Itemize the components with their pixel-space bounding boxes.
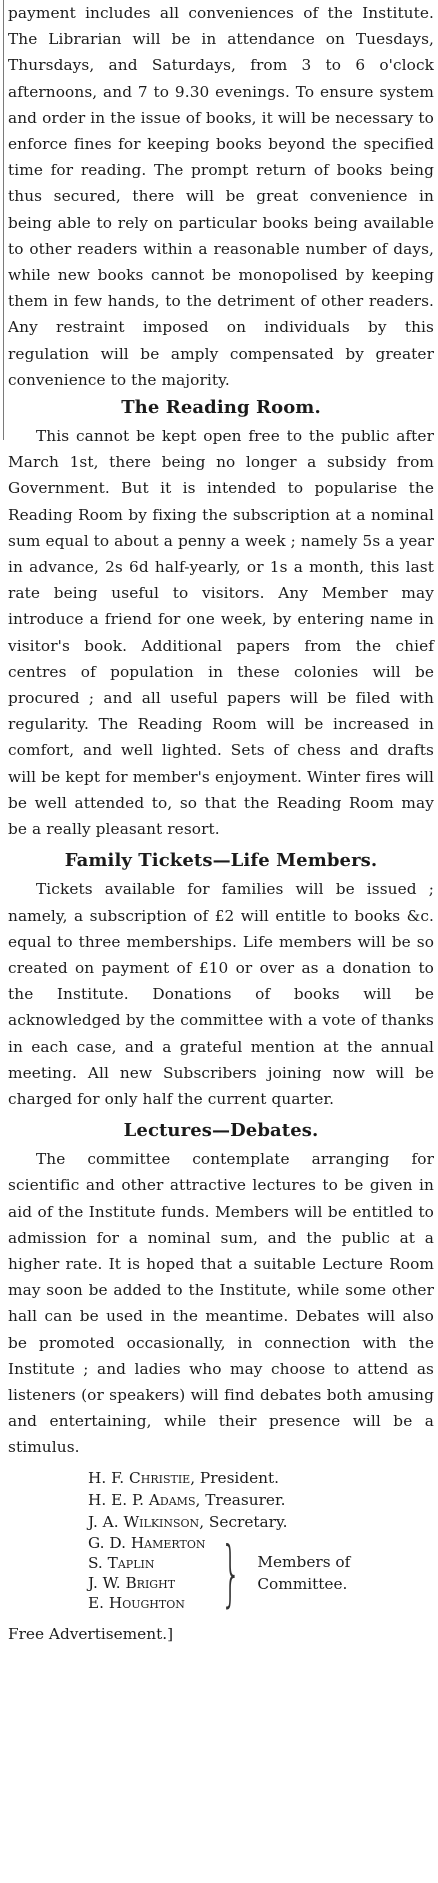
signature-treasurer [8, 1489, 434, 1511]
heading-family-tickets: Family Tickets—Life Members. [64, 850, 378, 872]
committee-member: S. Taplin [88, 1553, 155, 1572]
committee-group [8, 1530, 434, 1615]
lectures-paragraph: The committee contemplate arranging for scientific and other attractive lectures to be given in aid of the Institute funds. Members will be entitled to admission for a nominal sum, and the public at a higher rate. It is hoped that a suitable Lecture Room may soon be added to the Institute, while some other hall can be used in the meantime. Debates will also be promoted occasionally, in connection with the Institute ; and ladies who may choose to attend as listeners (or speakers) will find debates both amusing and entertaining, while their presence will be a stimulus. [8, 1150, 434, 1457]
committee-member: E. Houghton [88, 1593, 185, 1612]
signature-secretary [8, 1511, 434, 1533]
committee-member: J. W. Bright [88, 1573, 176, 1592]
signature-name: H. F. Christie [88, 1468, 191, 1487]
heading-lectures: Lectures—Debates. [123, 1120, 319, 1142]
committee-label [257, 1551, 350, 1595]
signature-president [8, 1467, 434, 1489]
committee-names [88, 1533, 206, 1613]
signature-name: J. A. Wilkinson [88, 1512, 200, 1531]
family-tickets-paragraph: Tickets available for families will be issued ; namely, a subscription of £2 will entitle to books &c. equal to three memberships. Life members will be so created on payment of £10 or over as a donation to the Institute. Donations of books will be acknowledged by the committee with a vote of thanks in each case, and a grateful mention at the annual meeting. All new Subscribers joining now will be charged for only half the current quarter. [8, 880, 434, 1108]
committee-label-line: Members of [257, 1552, 351, 1571]
brace-glyph: } [220, 1530, 241, 1615]
committee-member: G. D. Hamerton [88, 1533, 206, 1552]
committee-label-line: Committee. [257, 1574, 348, 1593]
signature-role: , Treasurer. [195, 1490, 286, 1509]
article-body [8, 0, 434, 1461]
intro-paragraph: payment includes all conveniences of the Institute. The Librarian will be in attendance on Tuesdays, Thursdays, and Saturdays, from 3 to 6 o'clock afternoons, and 7 to 9.30 evenings. To ensure system and order in the issue of books, it will be necessary to enforce fines for keeping books beyond the specified time for reading. The prompt return of books being thus secured, there will be great convenience in being able to rely on particular books being available to other readers within a reasonable number of days, while new books cannot be monopolised by keeping them in few hands, to the detriment of other readers. Any restraint imposed on individuals by this regulation will be amply compensated by greater convenience to the majority. [8, 4, 434, 389]
signature-role: , President. [190, 1468, 280, 1487]
reading-room-paragraph: This cannot be kept open free to the public after March 1st, there being no longer a subsidy from Government. But it is intended to popularise the Reading Room by fixing the subscription at a nominal sum equal to about a penny a week ; namely 5s a year in advance, 2s 6d half-yearly, or 1s a month, this last rate being useful to visitors. Any Member may introduce a friend for one week, by entering name in visitor's book. Additional papers from the chief centres of population in these colonies will be procured ; and all useful papers will be filed with regularity. The Reading Room will be increased in comfort, and well lighted. Sets of chess and drafts will be kept for member's enjoyment. Winter fires will be well attended to, so that the Reading Room may be a really pleasant resort. [8, 427, 434, 839]
column-rule [3, 0, 4, 440]
heading-reading-room: The Reading Room. [121, 397, 321, 419]
signatures-block [8, 1467, 434, 1613]
footer-note: Free Advertisement.] [8, 1624, 174, 1643]
signature-name: H. E. P. Adams [88, 1490, 196, 1509]
signature-role: , Secretary. [199, 1512, 288, 1531]
